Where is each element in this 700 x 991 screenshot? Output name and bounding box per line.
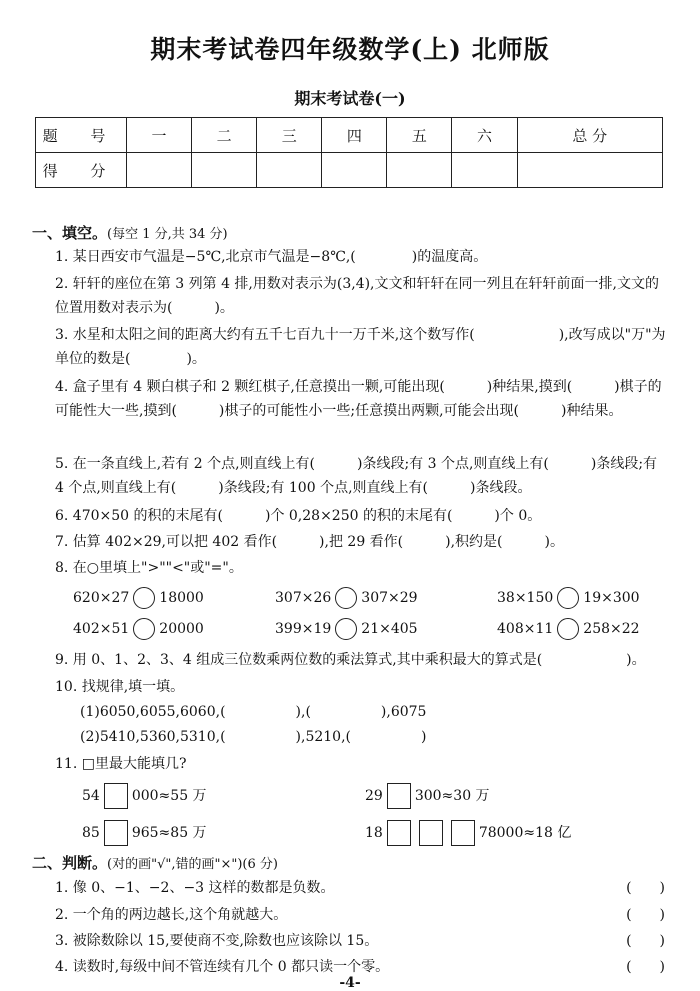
judge-text: 4. 读数时,每级中间不管连续有几个 0 都只读一个零。 [55, 959, 390, 975]
question-2: 2. 轩轩的座位在第 3 列第 4 排,用数对表示为(3,4),文文和轩轩在同一列且在轩轩前面一排,文文的位置用数对表示为( )。 [55, 276, 659, 316]
blank-box[interactable] [104, 820, 128, 846]
section-1-heading [32, 222, 228, 243]
score-input-5[interactable] [387, 153, 452, 188]
question-5: 5. 在一条直线上,若有 2 个点,则直线上有( )条线段;有 3 个点,则直线上有( )条线段;有 4 个点,则直线上有( )条线段;有 100 个点,则直线上有( )条线段。 [55, 456, 658, 496]
estimate-pre: 18 [365, 825, 383, 841]
compare-circle[interactable] [557, 587, 579, 609]
compare-right: 20000 [159, 621, 204, 637]
compare-circle[interactable] [335, 587, 357, 609]
compare-right: 19×300 [583, 590, 640, 606]
score-cell-total: 总 分 [517, 118, 662, 153]
question-1: 1. 某日西安市气温是−5℃,北京市气温是−8℃,( )的温度高。 [55, 249, 488, 265]
blank-box[interactable] [387, 783, 411, 809]
question-6: 6. 470×50 的积的末尾有( )个 0,28×250 的积的末尾有( )个 0。 [55, 508, 542, 524]
judge-item [55, 931, 665, 951]
estimate-item-c [82, 820, 207, 846]
estimate-post: 300≈30 万 [414, 788, 490, 804]
judge-item [55, 878, 665, 898]
compare-left: 307×26 [275, 590, 332, 606]
score-table-header-row [36, 118, 663, 153]
compare-right: 307×29 [361, 590, 418, 606]
compare-item [73, 618, 204, 640]
compare-left: 402×51 [73, 621, 130, 637]
score-input-2[interactable] [192, 153, 257, 188]
blank-box[interactable] [451, 820, 475, 846]
estimate-item-b [365, 783, 490, 809]
question-8: 8. 在○里填上">""<"或"="。 [55, 560, 243, 576]
answer-paren[interactable]: ( ) [626, 959, 665, 975]
score-input-4[interactable] [322, 153, 387, 188]
compare-left: 620×27 [73, 590, 130, 606]
answer-paren[interactable]: ( ) [626, 880, 665, 896]
score-input-1[interactable] [127, 153, 192, 188]
question-7: 7. 估算 402×29,可以把 402 看作( ),把 29 看作( ),积约是( )。 [55, 534, 564, 550]
score-table [35, 117, 663, 188]
compare-circle[interactable] [335, 618, 357, 640]
estimate-item-a [82, 783, 207, 809]
compare-item [275, 587, 418, 609]
answer-paren[interactable]: ( ) [626, 933, 665, 949]
section-2-heading [32, 852, 278, 873]
compare-circle[interactable] [557, 618, 579, 640]
score-row-label: 得 分 [36, 153, 127, 188]
score-cell-6: 六 [452, 118, 517, 153]
judge-text: 2. 一个角的两边越长,这个角就越大。 [55, 907, 288, 923]
compare-circle[interactable] [133, 587, 155, 609]
score-cell-5: 五 [387, 118, 452, 153]
pattern-line-1: (1)6050,6055,6060,( ),( ),6075 [80, 704, 427, 720]
question-9: 9. 用 0、1、2、3、4 组成三位数乘两位数的乘法算式,其中乘积最大的算式是( )。 [55, 652, 646, 668]
section-1-note: (每空 1 分,共 34 分) [107, 227, 228, 242]
page-number: -4- [339, 975, 361, 991]
score-cell-2: 二 [192, 118, 257, 153]
answer-paren[interactable]: ( ) [626, 907, 665, 923]
section-1-title: 一、填空。 [32, 224, 108, 242]
estimate-pre: 85 [82, 825, 100, 841]
estimate-post: 965≈85 万 [131, 825, 207, 841]
question-11: 11. □里最大能填几? [55, 756, 187, 772]
compare-left: 399×19 [275, 621, 332, 637]
score-input-total[interactable] [517, 153, 662, 188]
blank-box[interactable] [419, 820, 443, 846]
question-4: 4. 盒子里有 4 颗白棋子和 2 颗红棋子,任意摸出一颗,可能出现( )种结果,摸到( )棋子的可能性大一些,摸到( )棋子的可能性小一些;任意摸出两颗,可能会出现( )种结果。 [55, 379, 662, 419]
compare-left: 408×11 [497, 621, 554, 637]
score-table-score-row [36, 153, 663, 188]
blank-box[interactable] [104, 783, 128, 809]
score-input-6[interactable] [452, 153, 517, 188]
score-cell-3: 三 [257, 118, 322, 153]
estimate-pre: 54 [82, 788, 100, 804]
compare-item [73, 587, 204, 609]
estimate-post: 000≈55 万 [131, 788, 207, 804]
compare-item [275, 618, 418, 640]
compare-circle[interactable] [133, 618, 155, 640]
compare-item [497, 587, 640, 609]
blank-box[interactable] [387, 820, 411, 846]
judge-item [55, 905, 665, 925]
score-cell-label: 题 号 [36, 118, 127, 153]
judge-text: 3. 被除数除以 15,要使商不变,除数也应该除以 15。 [55, 933, 379, 949]
exam-title: 期末考试卷四年级数学(上) 北师版 [150, 35, 550, 64]
section-2-title: 二、判断。 [32, 854, 108, 872]
score-cell-4: 四 [322, 118, 387, 153]
compare-right: 258×22 [583, 621, 640, 637]
judge-text: 1. 像 0、−1、−2、−3 这样的数都是负数。 [55, 880, 335, 896]
question-3: 3. 水星和太阳之间的距离大约有五千七百九十一万千米,这个数写作( ),改写成以"万"为单位的数是( )。 [55, 327, 666, 367]
score-cell-1: 一 [127, 118, 192, 153]
compare-right: 21×405 [361, 621, 418, 637]
compare-right: 18000 [159, 590, 204, 606]
exam-subtitle: 期末考试卷(一) [294, 89, 406, 108]
compare-left: 38×150 [497, 590, 554, 606]
estimate-post: 78000≈18 亿 [478, 825, 572, 841]
estimate-pre: 29 [365, 788, 383, 804]
section-2-note: (对的画"√",错的画"×")(6 分) [107, 857, 278, 872]
question-10: 10. 找规律,填一填。 [55, 679, 185, 695]
score-input-3[interactable] [257, 153, 322, 188]
compare-item [497, 618, 640, 640]
estimate-item-d [365, 820, 571, 846]
judge-item [55, 957, 665, 977]
pattern-line-2: (2)5410,5360,5310,( ),5210,( ) [80, 729, 427, 745]
